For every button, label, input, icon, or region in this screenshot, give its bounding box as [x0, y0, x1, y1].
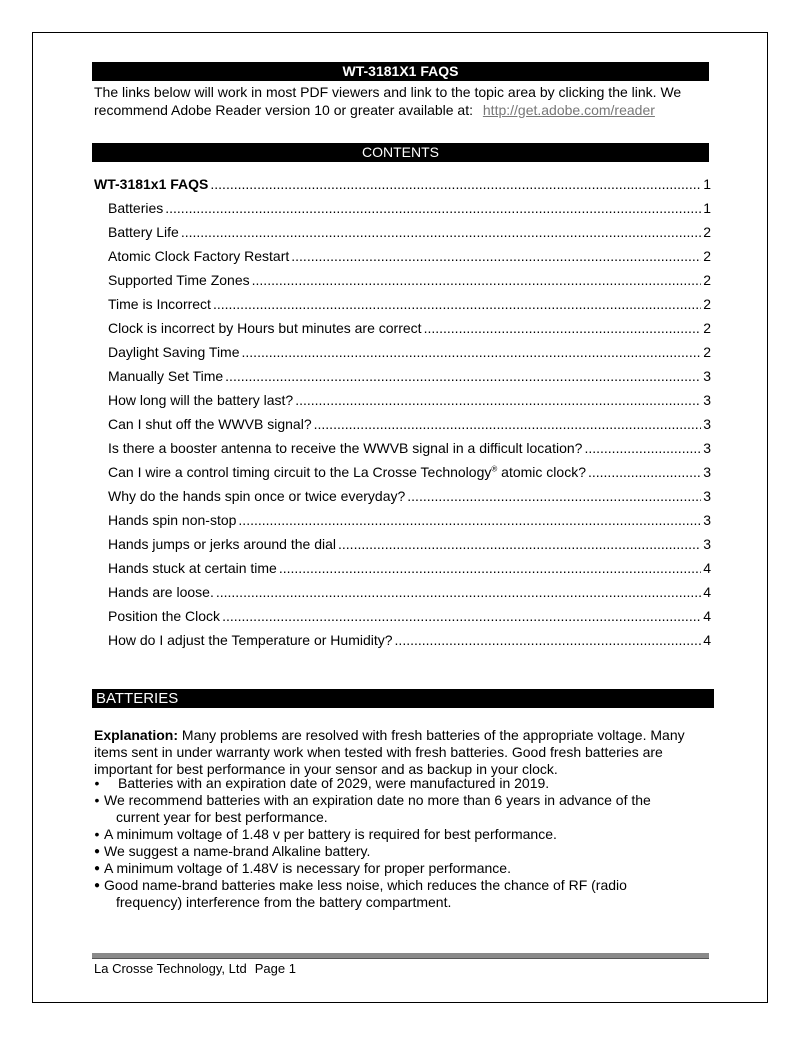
toc-entry-label-end: atomic clock?: [497, 464, 586, 480]
toc-leader-dots: [181, 224, 701, 240]
toc-entry-label: Manually Set Time: [108, 368, 224, 384]
toc-entry-label: Hands are loose.: [108, 584, 214, 600]
bullet-mark: ●: [93, 863, 101, 874]
toc-entry-time-incorrect[interactable]: [108, 296, 711, 316]
registered-mark: ®: [491, 464, 498, 474]
adobe-reader-link[interactable]: http://get.adobe.com/reader: [482, 102, 655, 118]
list-item-text: We recommend batteries with an expiration date no more than 6 years in advance of the: [104, 792, 651, 808]
toc-entry-control-timing[interactable]: [108, 464, 711, 484]
toc-page-number: 3: [703, 488, 711, 504]
toc-page-number: 4: [703, 632, 711, 648]
list-item-text: We suggest a name-brand Alkaline battery.: [104, 843, 371, 859]
toc-entry-faqs[interactable]: [94, 176, 711, 196]
toc-leader-dots: [222, 608, 701, 624]
list-item-text: A minimum voltage of 1.48 v per battery is required for best performance.: [104, 826, 557, 842]
intro-text: The links below will work in most PDF viewers and link to the topic area by clicking the link. We recommend Adobe Reader version 10 or greater available at:: [94, 84, 682, 118]
list-item-body: [104, 877, 714, 911]
toc-page-number: 2: [703, 224, 711, 240]
toc-entry-time-zones[interactable]: [108, 272, 711, 292]
toc-page-number: 3: [703, 368, 711, 384]
toc-entry-battery-life[interactable]: [108, 224, 711, 244]
toc-leader-dots: [338, 536, 701, 552]
toc-leader-dots: [314, 416, 702, 432]
toc-entry-label: Why do the hands spin once or twice everyday?: [108, 488, 406, 504]
list-item-continuation: current year for best performance.: [116, 809, 328, 825]
toc-entry-booster-antenna[interactable]: [108, 440, 711, 460]
toc-entry-hours-incorrect[interactable]: [108, 320, 711, 340]
batteries-heading: BATTERIES: [92, 689, 714, 708]
toc-page-number: 1: [703, 176, 711, 192]
list-item-text: Good name-brand batteries make less noise, which reduces the chance of RF (radio: [104, 877, 627, 893]
bullet-mark: ●: [93, 846, 101, 857]
toc-entry-label: Is there a booster antenna to receive the WWVB signal in a difficult location?: [108, 440, 583, 456]
list-item: [90, 826, 714, 843]
toc-entry-manually-set-time[interactable]: [108, 368, 711, 388]
toc-entry-daylight-saving[interactable]: [108, 344, 711, 364]
toc-entry-label: Hands spin non-stop: [108, 512, 237, 528]
toc-leader-dots: [210, 176, 701, 192]
toc-page-number: 3: [703, 464, 711, 480]
toc-leader-dots: [279, 560, 701, 576]
bullet-mark: •: [94, 792, 100, 808]
list-item: [90, 860, 714, 877]
explanation-label: Explanation:: [94, 727, 179, 743]
toc-entry-battery-last[interactable]: [108, 392, 711, 412]
toc-page-number: 3: [703, 392, 711, 408]
toc-entry-label: Clock is incorrect by Hours but minutes are correct: [108, 320, 422, 336]
explanation-text: Many problems are resolved with fresh batteries of the appropriate voltage. Many items sent in under warranty work when tested with fresh batteries. Good fresh batteries are important for best performance in your sensor and as backup in your clock.: [94, 727, 685, 777]
toc-leader-dots: [252, 272, 702, 288]
list-item: [90, 775, 714, 792]
toc-page-number: 4: [703, 584, 711, 600]
toc-entry-label: Hands stuck at certain time: [108, 560, 277, 576]
toc-entry-label: Can I shut off the WWVB signal?: [108, 416, 312, 432]
toc-entry-label: Position the Clock: [108, 608, 221, 624]
list-item-text: Batteries with an expiration date of 2029, were manufactured in 2019.: [118, 775, 550, 791]
document-title: WT-3181X1 FAQS: [92, 62, 709, 81]
intro-paragraph: [94, 83, 714, 119]
footer-rule: [92, 953, 709, 959]
toc-page-number: 2: [703, 248, 711, 264]
toc-entry-batteries[interactable]: [108, 200, 711, 220]
toc-entry-label: Batteries: [108, 200, 164, 216]
toc-page-number: 3: [703, 416, 711, 432]
toc-entry-label: WT-3181x1 FAQS: [94, 176, 209, 192]
toc-leader-dots: [238, 512, 701, 528]
list-item: [90, 792, 714, 826]
toc-entry-hands-jumps[interactable]: [108, 536, 711, 556]
toc-leader-dots: [291, 248, 701, 264]
toc-entry-label: Battery Life: [108, 224, 179, 240]
toc-entry-label: Supported Time Zones: [108, 272, 250, 288]
toc-entry-label: How long will the battery last?: [108, 392, 294, 408]
footer-company: La Crosse Technology, Ltd: [94, 961, 247, 976]
toc-leader-dots: [584, 440, 701, 456]
toc-leader-dots: [165, 200, 701, 216]
toc-leader-dots: [242, 344, 702, 360]
list-item-body: [104, 792, 714, 826]
toc-leader-dots: [213, 296, 701, 312]
toc-page-number: 3: [703, 440, 711, 456]
list-item-text: A minimum voltage of 1.48V is necessary for proper performance.: [104, 860, 511, 876]
toc-entry-label: Atomic Clock Factory Restart: [108, 248, 290, 264]
list-item: [90, 843, 714, 860]
toc-entry-factory-restart[interactable]: [108, 248, 711, 268]
battery-tips-list: [90, 775, 714, 911]
toc-leader-dots: [424, 320, 702, 336]
toc-entry-label: [108, 464, 586, 480]
toc-leader-dots: [395, 632, 702, 648]
toc-entry-adjust-temperature[interactable]: [108, 632, 711, 652]
toc-leader-dots: [588, 464, 701, 480]
toc-entry-hands-spin-non-stop[interactable]: [108, 512, 711, 532]
toc-page-number: 3: [703, 512, 711, 528]
toc-entry-label: Hands jumps or jerks around the dial: [108, 536, 337, 552]
toc-entry-label: Time is Incorrect: [108, 296, 211, 312]
bullet-mark: ●: [93, 880, 101, 891]
bullet-mark: •: [94, 775, 100, 791]
toc-leader-dots: [225, 368, 701, 384]
explanation-paragraph: [94, 727, 714, 778]
toc-entry-label-start: Can I wire a control timing circuit to the La Crosse Technology: [108, 464, 492, 480]
toc-entry-shut-off-wwvb[interactable]: [108, 416, 711, 436]
list-item: [90, 877, 714, 911]
page-footer: [94, 961, 296, 976]
toc-page-number: 4: [703, 560, 711, 576]
toc-entry-label: How do I adjust the Temperature or Humidity?: [108, 632, 393, 648]
toc-entry-position-clock[interactable]: [108, 608, 711, 628]
toc-page-number: 4: [703, 608, 711, 624]
toc-page-number: 2: [703, 344, 711, 360]
contents-heading: CONTENTS: [92, 143, 709, 162]
toc-page-number: 2: [703, 320, 711, 336]
toc-entry-hands-stuck[interactable]: [108, 560, 711, 580]
toc-entry-hands-spin-once[interactable]: [108, 488, 711, 508]
footer-page-number: Page 1: [254, 961, 296, 976]
toc-page-number: 1: [703, 200, 711, 216]
toc-leader-dots: [407, 488, 701, 504]
list-item-continuation: frequency) interference from the battery compartment.: [116, 894, 452, 910]
toc-page-number: 3: [703, 536, 711, 552]
toc-entry-label: Daylight Saving Time: [108, 344, 240, 360]
toc-leader-dots: [216, 584, 701, 600]
toc-page-number: 2: [703, 272, 711, 288]
toc-page-number: 2: [703, 296, 711, 312]
toc-leader-dots: [295, 392, 701, 408]
toc-entry-hands-loose[interactable]: [108, 584, 711, 604]
bullet-mark: •: [94, 826, 100, 842]
